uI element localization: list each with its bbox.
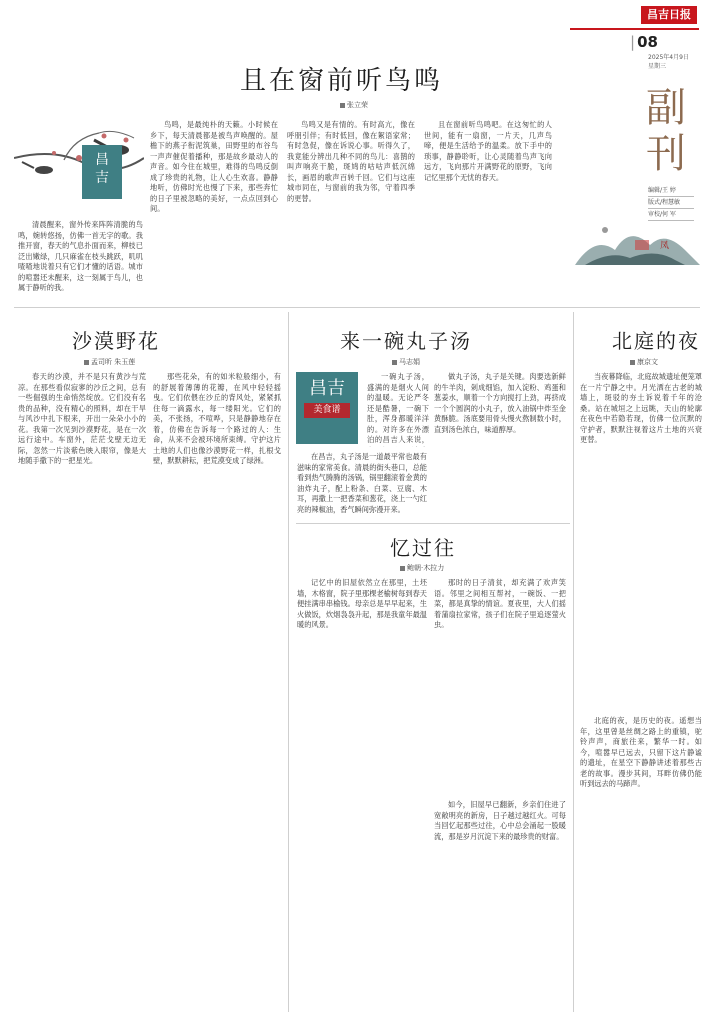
night-article-col2: 北庭的夜，是历史的夜。遥想当年，这里曾是丝绸之路上的重镇，驼铃声声，商旅往来，繁华一时。如今，喧嚣早已远去，只留下这片静谧的遗址，在星空下静静讲述着那些古老的故事。漫步其间，耳畔仿佛仍能听到远去的马蹄声。 xyxy=(580,716,702,788)
editor-credit: 审校/何 军 xyxy=(648,209,694,221)
memory-article-title: 忆过往 xyxy=(390,536,456,560)
ink-painting-birds xyxy=(14,118,144,218)
column-divider xyxy=(573,312,574,1012)
meatball-article-col1: 在昌吉，丸子汤是一道最平常也最有滋味的家常美食。清晨的街头巷口，总能看到热气腾腾的汤锅，锅里翻滚着金黄的油炸丸子，配上粉条、白菜、豆腐、木耳，再撒上一把香菜和葱花，浇上一勺红亮的辣椒油，香气瞬间弥漫开来。 xyxy=(297,452,427,514)
editor-credit: 编辑/王 婷 xyxy=(648,185,694,197)
editor-credit: 版式/程慧敏 xyxy=(648,197,694,209)
seal-changji: 昌 吉 xyxy=(82,145,122,199)
desert-article-byline: 孟司昕 朱玉莲 xyxy=(84,357,135,367)
main-article-byline: 张立荣 xyxy=(340,100,368,110)
memory-article-col1: 记忆中的旧屋依然立在那里，土坯墙，木格窗，院子里那棵老榆树每到春天便挂满串串榆钱。母亲总是早早起来，生火做饭，炊烟袅袅升起，那是我童年最温暖的风景。 xyxy=(297,578,427,629)
food-column-seal: 昌吉 美食谱 xyxy=(296,372,358,444)
issue-weekday: 星期三 xyxy=(648,63,667,70)
section-logo: 副刊 xyxy=(646,85,686,177)
desert-article-col2: 那些花朵，有的如米粒般细小，有的舒展着薄薄的花瓣，在风中轻轻摇曳。它们依偎在沙丘的背风处，紧紧抓住每一滴露水，每一缕阳光。它们的美，不张扬，不喧哗，只是静静地存在着，仿佛在告诉每一个路过的人：生命，从来不会被环境所束缚。守护这片土地的人们也像沙漠野花一样，扎根戈壁，默默耕耘，把荒漠变成了绿洲。 xyxy=(153,372,281,465)
section-divider xyxy=(296,523,570,524)
desert-article-title: 沙漠野花 xyxy=(72,329,160,353)
section-divider xyxy=(14,307,700,308)
main-article-col4: 且在窗前听鸟鸣吧。在这匆忙的人世间，能有一扇窗，一片天，几声鸟啼，便是生活给予的温柔。放下手中的琐事，静静聆听，让心灵随着鸟声飞向远方，飞向那片开满野花的原野，飞向记忆里那个无忧的春天。 xyxy=(424,120,552,182)
memory-article-col2: 那时的日子清贫，却充满了欢声笑语。邻里之间相互帮衬，一碗饭、一把菜，都是真挚的情谊。夏夜里，大人们摇着蒲扇拉家常，孩子们在院子里追逐萤火虫。 xyxy=(434,578,566,629)
masthead-logo: 昌吉日报 xyxy=(641,6,697,24)
main-article-title: 且在窗前听鸟鸣 xyxy=(240,66,444,96)
memory-article-col3: 如今，旧屋早已翻新，乡亲们住进了宽敞明亮的新房，日子越过越红火。可每当回忆起那些过往，心中总会涌起一股暖流，那是岁月沉淀下来的最珍贵的财富。 xyxy=(434,800,566,841)
main-article-col2: 鸟鸣，是最纯朴的天籁。小时候在乡下，每天清晨都是被鸟声唤醒的。屋檐下的燕子衔泥筑巢，田野里的布谷鸟一声声催促着播种，那是故乡最动人的声音。如今住在城里，难得的鸟鸣反倒成了珍贵的礼物，让人心生欢喜。静静地听，仿佛时光也慢了下来，那些奔忙的日子里被忽略的美好，一点点回到心间。 xyxy=(150,120,278,213)
night-article-title: 北庭的夜 xyxy=(612,329,700,353)
meatball-article-byline: 马志娟 xyxy=(392,357,420,367)
memory-article-byline: 鲍朝·木拉力 xyxy=(400,563,444,573)
main-article-col1: 清晨醒来，窗外传来阵阵清脆的鸟鸣，婉转悠扬，仿佛一首无字的歌。我推开窗，春天的气息扑面而来，柳枝已泛出嫩绿，几只麻雀在枝头跳跃，叽叽喳喳地说着只有它们才懂的话语。城市的喧嚣还未醒来，这一刻属于鸟儿，也属于静听的我。 xyxy=(18,220,143,292)
page-number: | 08 xyxy=(630,33,658,51)
ink-painting-landscape xyxy=(575,210,700,270)
meatball-article-col2: 做丸子汤，丸子是关键。肉要选新鲜的牛羊肉，剁成细馅，加入淀粉、鸡蛋和葱姜水，顺着一个方向搅打上劲，再挤成一个个圆润的小丸子，放入油锅中炸至金黄酥脆。汤底要用骨头慢火熬制数小时，直到汤色浓白，味道醇厚。 xyxy=(434,372,566,434)
ink-signature: 凤 xyxy=(660,241,670,251)
night-article-byline: 康京文 xyxy=(630,357,658,367)
desert-article-col1: 春天的沙漠，并不是只有黄沙与荒凉。在那些看似寂寥的沙丘之间，总有一些倔强的生命悄然绽放。它们没有名贵的品种，没有精心的照料，却在干旱与风沙中扎下根来，开出一朵朵小小的花。我第一次见到沙漠野花，是在一次远行途中。车窗外，茫茫戈壁无边无际，忽然一片淡紫色映入眼帘，像是大地随手撒下的一把星光。 xyxy=(18,372,146,465)
column-divider xyxy=(288,312,289,1012)
meatball-article-col3: 一碗丸子汤，盛满的是烟火人间的温暖。无论严冬还是酷暑，一碗下肚，浑身都暖洋洋的。对许多在外漂泊的昌吉人来说， xyxy=(367,372,429,444)
issue-date: 2025年4月9日 xyxy=(648,54,689,61)
meatball-article-title: 来一碗丸子汤 xyxy=(340,329,472,353)
main-article-col3: 鸟鸣又是有情的。有时高亢，像在呼朋引伴；有时低回，像在絮语家常；有时急促，像在诉说心事。听得久了，我竟能分辨出几种不同的鸟儿：喜鹊的叫声响亮干脆，斑鸠的咕咕声低沉绵长，画眉的歌声百转千回。它们与这座城市同在，与窗前的我为邻，守着四季的更替。 xyxy=(287,120,415,203)
night-article-col1: 当夜幕降临，北庭故城遗址便笼罩在一片宁静之中。月光洒在古老的城墙上，斑驳的夯土诉说着千年的沧桑。站在城垣之上远眺，天山的轮廓在夜色中若隐若现，仿佛一位沉默的守护者，默默注视着这片土地的兴衰更替。 xyxy=(580,372,702,444)
